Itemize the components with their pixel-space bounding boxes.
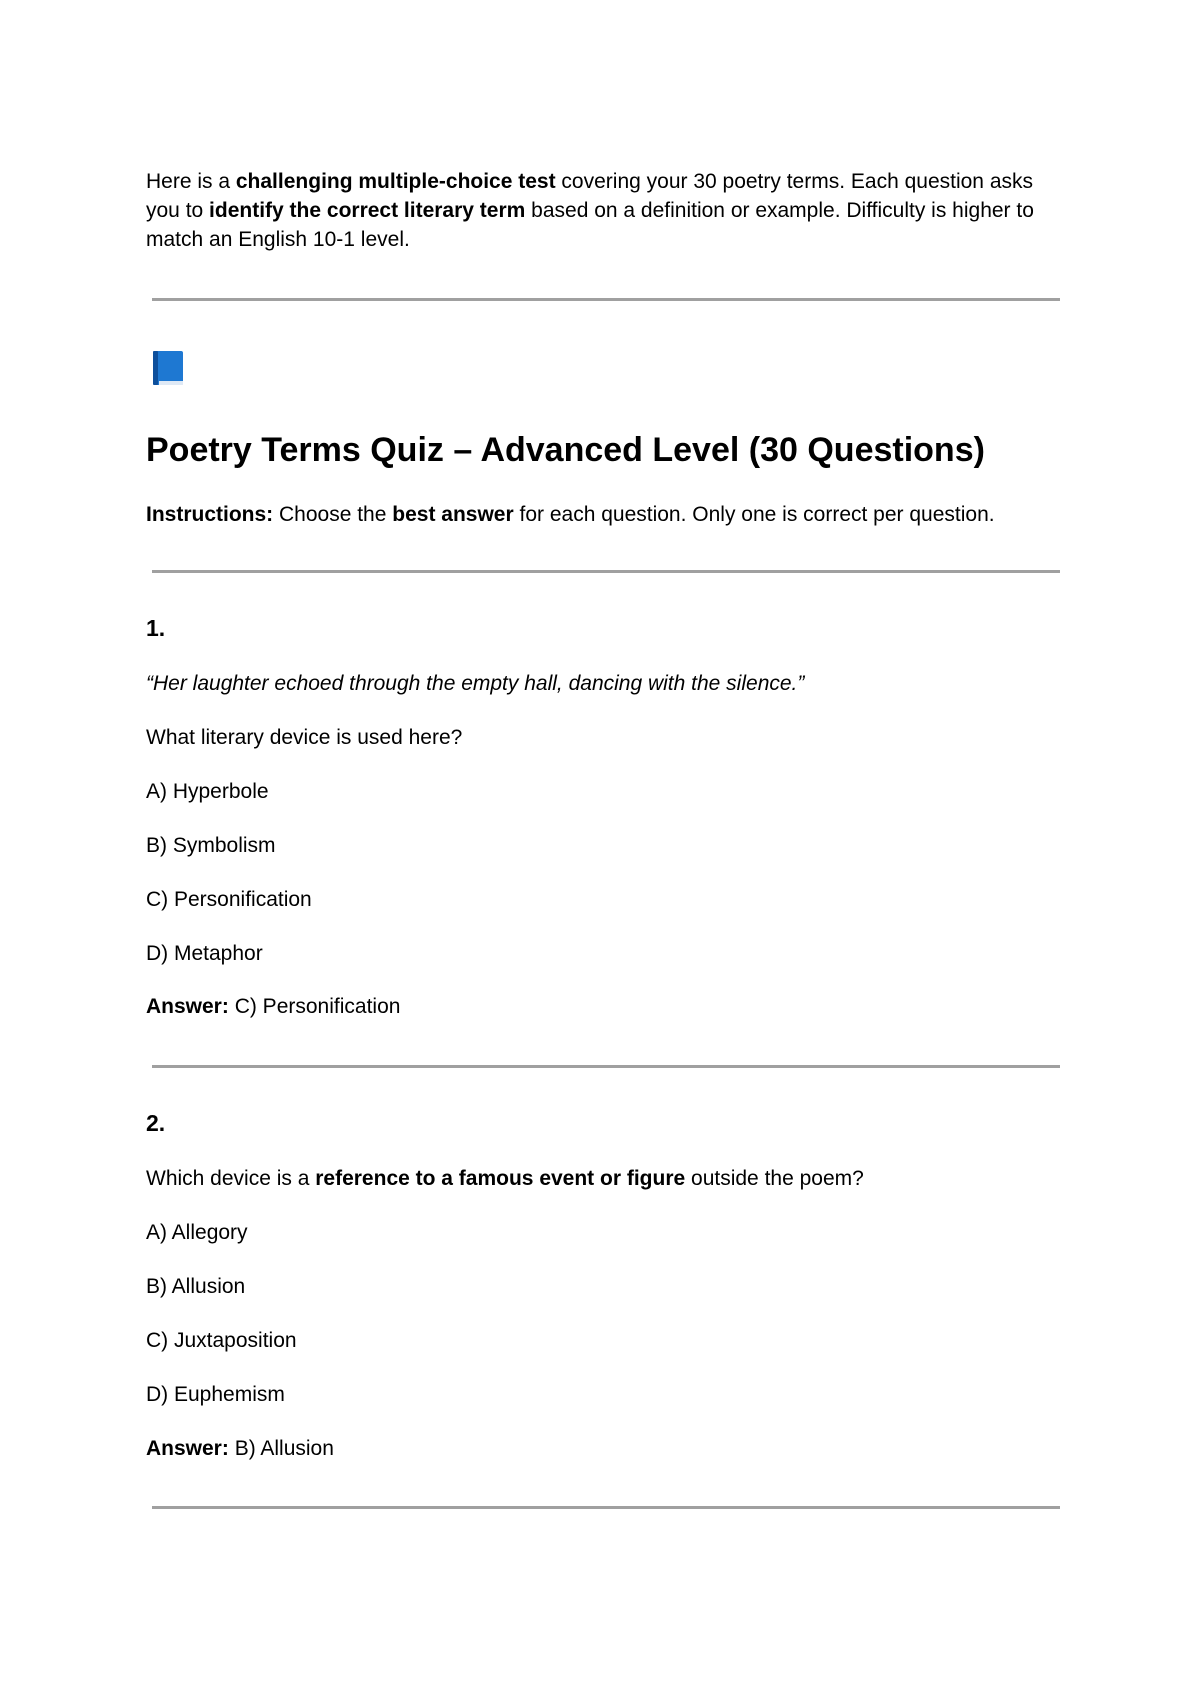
answer-option: C) Personification xyxy=(146,888,312,911)
answer-option: C) Juxtaposition xyxy=(146,1329,297,1352)
question-quote: “Her laughter echoed through the empty hall, dancing with the silence.” xyxy=(146,672,805,695)
correct-answer: Answer: C) Personification xyxy=(146,995,401,1018)
divider xyxy=(152,1506,1060,1509)
answer-option: A) Allegory xyxy=(146,1221,248,1244)
answer-option: A) Hyperbole xyxy=(146,780,269,803)
question-number: 2. xyxy=(146,1110,166,1136)
divider xyxy=(152,570,1060,573)
intro-paragraph: Here is a challenging multiple-choice test covering your 30 poetry terms. Each question asks you to identify the correct literary term based on a definition or example. Difficulty is higher to match an English 10-1 level. xyxy=(146,170,1034,251)
answer-option: D) Metaphor xyxy=(146,942,263,965)
divider xyxy=(152,298,1060,301)
answer-option: B) Allusion xyxy=(146,1275,246,1298)
question-prompt: Which device is a reference to a famous event or figure outside the poem? xyxy=(146,1167,864,1190)
question-prompt: What literary device is used here? xyxy=(146,726,463,749)
instructions: Instructions: Choose the best answer for each question. Only one is correct per question. xyxy=(146,503,995,526)
answer-option: D) Euphemism xyxy=(146,1383,285,1406)
divider xyxy=(152,1065,1060,1068)
page-title: Poetry Terms Quiz – Advanced Level (30 Questions) xyxy=(146,431,985,469)
blue-book-icon xyxy=(152,350,184,386)
question-number: 1. xyxy=(146,615,166,641)
answer-option: B) Symbolism xyxy=(146,834,276,857)
correct-answer: Answer: B) Allusion xyxy=(146,1437,334,1460)
